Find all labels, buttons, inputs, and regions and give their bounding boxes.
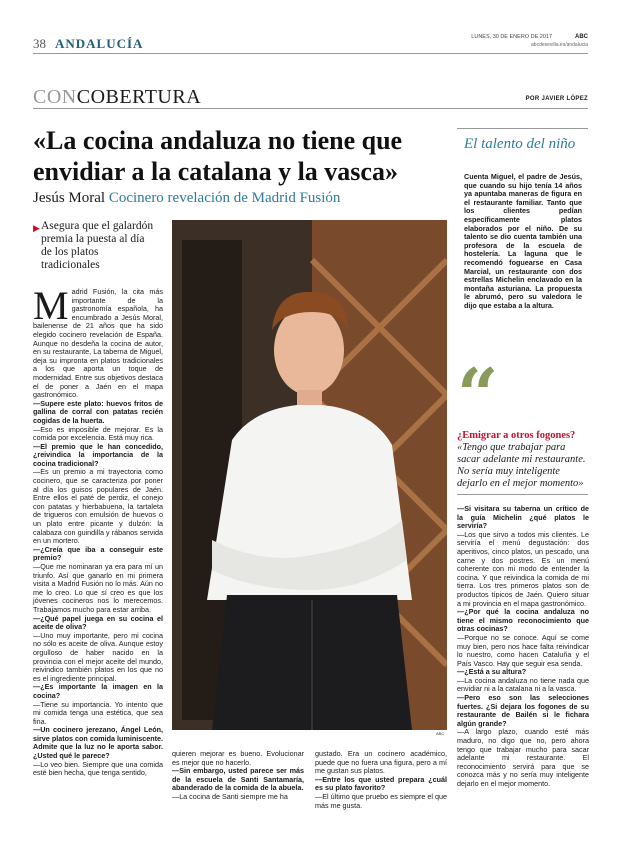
sidebar-rule (457, 128, 588, 129)
header-rule (33, 53, 588, 54)
pullquote-rule (457, 494, 588, 495)
headline: «La cocina andaluza no tiene que envidiar a la catalana y la vasca» (33, 126, 403, 186)
answer: —Los que sirvo a todos mis clientes. Le serviría el menú degustación: dos aperitivos, cinco platos, un pescado, una carne y dos postres. Es un menú coherente con mi modo de entender la cocina. Y que reivindica la comida de mi tierra. Los tres primeros platos son de productos típicos de Jaén. Quiero situar a mi provincia en el mapa gastronómico. (457, 529, 589, 608)
subhead-name: Jesús Moral (33, 190, 106, 206)
answer: —A largo plazo, cuando esté más maduro, no digo que no, pero ahora tengo que trabajar mucho para sacar adelante mi restaurante. El reconocimiento servirá para que se conozca más y no sería muy inteligente dejarlo en el mejor momento. (457, 727, 589, 788)
bullet-summary (33, 220, 158, 272)
pullquote-text: «Tengo que trabajar para sacar adelante mi restaurante. No sería muy inteligente dejarlo en el mejor momento» (457, 442, 586, 489)
date-line: LUNES, 30 DE ENERO DE 2017 (471, 34, 552, 40)
kicker (33, 86, 201, 109)
question: —¿Creía que iba a conseguir este premio? (33, 544, 163, 563)
sidebar-text: Cuenta Miguel, el padre de Jesús, que cuando su hijo tenía 14 años ya apuntaba maneras de figura en el restaurante familiar. Tanto que los clientes pedían específicamente platos elaborados por el niño. De su talento se dio cuenta también una profesora de la escuela de hostelería. La laguna que le recomendó foguearse en Casa Marcial, un restaurante con dos estrellas Michelin enclavado en la montaña asturiana. La propuesta le abrumó, pero su valedora le dijo que estaba a la altura. (464, 172, 582, 310)
drop-cap: M (33, 283, 69, 328)
question: —¿Es importante la imagen en la cocina? (33, 682, 163, 700)
web-address: abcdesevilla.es/andalucia (531, 42, 588, 48)
question: —Un cocinero jerezano, Ángel León, sirve platos con comida luminiscente. Admite que la luz no le aporta sabor. ¿Usted qué le parece? (33, 725, 163, 761)
section-name: ANDALUCÍA (55, 36, 144, 51)
answer: —Tiene su importancia. Yo intento que mi comida tenga una estética, que sea fina. (33, 699, 163, 726)
brand-logo: ABC (575, 34, 588, 40)
page-header (33, 34, 588, 54)
bullet-text: Asegura que el galardón premia la puesta al día de los platos tradicionales (41, 220, 154, 271)
question: —Supere este plato: huevos fritos de gallina de corral con patatas recién cogidas de la huerta. (33, 398, 163, 425)
answer: —Que me nominaran ya era para mí un triunfo. Así que ganarlo en mi primera visita a Madrid Fusión no lo más. Aún no me lo creo. Lo que sí creo es que los jóvenes cocineros nos lo merecemos. Trabajamos mucho para estar arriba. (33, 562, 163, 614)
question: —¿Está a su altura? (457, 667, 527, 677)
question: —Sin embargo, usted parece ser más de la escuela de Santi Santamaría, abanderado de la comida de la abuela. (172, 766, 304, 793)
answer: —Lo veo bien. Siempre que una comida esté bien hecha, que tenga sentido, (33, 759, 163, 778)
photo-credit: ABC (436, 731, 445, 736)
chef-photo-illustration (172, 220, 447, 730)
sidebar-title: El talento del niño (464, 136, 576, 152)
question: —Entre los que usted prepara ¿cuál es su plato favorito? (315, 774, 447, 793)
answer: —La cocina andaluza no tiene nada que envidiar ni a la catalana ni a la vasca. (457, 675, 589, 694)
question: —¿Qué papel juega en su cocina el aceite de oliva? (33, 613, 163, 632)
answer: —El último que pruebo es siempre el que más me gusta. (315, 791, 447, 810)
kicker-main: COBERTURA (76, 86, 202, 108)
article-column-3 (315, 750, 447, 810)
lead-paragraph (33, 283, 163, 400)
answer: —Uno muy importante, pero mi cocina no sólo es aceite de oliva. Aunque estoy orgulloso de haber nacido en la provincia con el mejor aceite del mundo, reivindico también platos en los que no es el ingrediente principal. (33, 630, 163, 683)
article-column-4 (457, 505, 589, 789)
article-column-1 (33, 283, 163, 778)
byline: POR JAVIER LÓPEZ (525, 96, 588, 102)
answer: —La cocina de Santi siempre me ha (172, 791, 288, 801)
question: —Si visitara su taberna un crítico de la guía Michelin ¿qué platos le serviría? (457, 504, 589, 531)
pullquote-title: ¿Emigrar a otros fogones? (457, 430, 576, 441)
answer: —Es un premio a mi trayectoria como cocinero, que se caracteriza por poner al día los guisos populares de Jaén. Entre ellos el paté de perdiz, el conejo con patatas y hierbabuena, la tartaleta de trigueros con emulsión de huevos o un plato entre picante y dulzón: la calabaza con guindilla y rábanos servida en un mortero. (33, 467, 163, 546)
question: —¿Por qué la cocina andaluza no tiene el mismo reconocimiento que otras cocinas? (457, 607, 589, 634)
answer: quieren mejorar es bueno. Evolucionar es mejor que no hacerlo. (172, 749, 304, 767)
subhead (33, 190, 340, 207)
kicker-rule (33, 108, 588, 109)
lead-text: adrid Fusión, la cita más importante de la gastronomía española, ha encumbrado a Jesús Moral, bailenense de 21 años que ha sido elegido cocinero revelación de España. Aunque no desdeña la cocina de autor, en su restaurante, La taberna de Miguel, deja su impronta en platos tradicionales a los que aporta un toque de modernidad. Entre sus objetivos destaca el de poner a Jaén en el mapa gastronómico. (33, 287, 163, 400)
question: —El premio que le han concedido, ¿reivindica la importancia de la cocina tradicional? (33, 441, 163, 468)
answer: gustado. Era un cocinero académico, puede que no fuera una figura, pero a mí me gustan sus platos. (315, 749, 447, 776)
article-column-2 (172, 750, 304, 802)
quote-mark-icon: “ (457, 352, 499, 437)
answer: —Eso es imposible de mejorar. Es la comida por excelencia. Está muy rica. (33, 424, 163, 443)
bullet-triangle-icon: ▶ (33, 223, 40, 233)
kicker-prefix: CON (33, 86, 77, 108)
question: —Pero eso son las selecciones fuertes. ¿Si dejara los fogones de su restaurante de Bailén si le fichara algún grande? (457, 693, 589, 728)
answer: —Porque no se conoce. Aquí se come muy bien, pero nos hace falta reivindicar lo nuestro, como hacen Cataluña y el País Vasco. Hay que seguir esa senda. (457, 632, 589, 668)
subhead-role: Cocinero revelación de Madrid Fusión (108, 190, 341, 206)
page-number: 38 (33, 36, 46, 51)
chef-photo (172, 220, 447, 730)
